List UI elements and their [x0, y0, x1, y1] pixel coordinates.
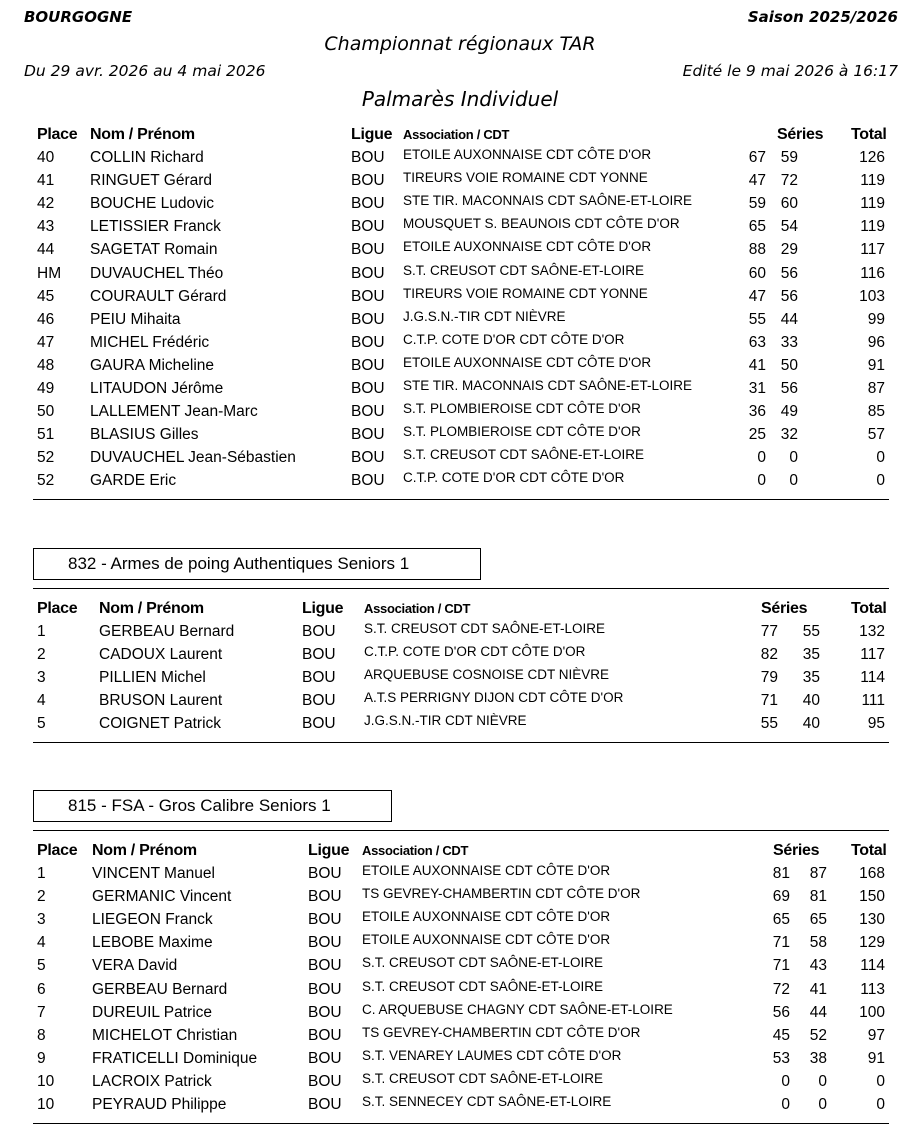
cell-series-1: 81 — [772, 865, 790, 882]
col-association-header: Association / CDT — [403, 127, 510, 142]
col-total-header: Total — [851, 842, 887, 859]
cell-name: COLLIN Richard — [90, 149, 204, 166]
cell-series-2: 87 — [809, 865, 827, 882]
col-name-header: Nom / Prénom — [90, 126, 195, 143]
cell-series-2: 49 — [780, 403, 798, 421]
edited-timestamp: Edité le 9 mai 2026 à 16:17 — [682, 62, 898, 80]
cell-association: MOUSQUET S. BEAUNOIS CDT CÔTE D'OR — [403, 216, 680, 232]
cell-series-2: 0 — [818, 1072, 827, 1090]
cell-association: ETOILE AUXONNAISE CDT CÔTE D'OR — [403, 239, 652, 255]
cell-total: 150 — [859, 888, 885, 906]
cell-association: ETOILE AUXONNAISE CDT CÔTE D'OR — [403, 354, 652, 370]
cell-place: 47 — [37, 333, 55, 351]
cell-name: BLASIUS Gilles — [90, 426, 199, 444]
cell-place: 3 — [37, 911, 46, 929]
cell-series-2: 32 — [780, 426, 798, 444]
cell-name: GERBEAU Bernard — [92, 980, 228, 998]
cell-series-1: 36 — [748, 403, 766, 421]
cell-association: A.T.S PERRIGNY DIJON CDT CÔTE D'OR — [364, 690, 624, 706]
cell-name: COURAULT Gérard — [90, 287, 227, 305]
cell-league: BOU — [302, 646, 336, 664]
cell-league: BOU — [351, 241, 385, 259]
cell-league: BOU — [351, 172, 385, 190]
cell-total: 87 — [867, 380, 885, 397]
col-series-header: Séries — [773, 842, 820, 859]
cell-name: GERBEAU Bernard — [99, 623, 235, 640]
cell-place: 45 — [37, 287, 55, 305]
cell-series-1: 47 — [748, 287, 766, 305]
cell-total: 117 — [860, 646, 885, 664]
cell-league: BOU — [308, 888, 342, 906]
cell-place: 40 — [37, 149, 55, 166]
cell-series-1: 47 — [748, 172, 766, 190]
cell-league: BOU — [308, 1049, 342, 1067]
cell-total: 126 — [859, 149, 885, 166]
cell-place: 1 — [37, 865, 46, 882]
cell-name: LETISSIER Franck — [90, 218, 221, 236]
cell-place: 50 — [37, 403, 55, 421]
cell-total: 130 — [859, 911, 885, 929]
cell-series-1: 41 — [748, 356, 766, 374]
cell-total: 116 — [860, 264, 885, 282]
cell-total: 114 — [860, 957, 885, 975]
cell-series-2: 0 — [789, 449, 798, 467]
col-place-header: Place — [37, 126, 78, 143]
cell-name: MICHEL Frédéric — [90, 333, 210, 351]
cell-total: 168 — [859, 865, 885, 882]
col-place-header: Place — [37, 842, 78, 859]
cell-league: BOU — [308, 934, 342, 952]
cell-series-2: 55 — [802, 623, 820, 640]
cell-league: BOU — [351, 333, 385, 351]
cell-series-1: 79 — [760, 669, 778, 687]
cell-total: 119 — [860, 195, 885, 213]
cell-series-2: 29 — [780, 241, 798, 259]
col-association-header: Association / CDT — [362, 843, 469, 858]
cell-league: BOU — [351, 380, 385, 397]
cell-series-1: 69 — [772, 888, 790, 906]
cell-place: 8 — [37, 1026, 46, 1044]
col-name-header: Nom / Prénom — [92, 842, 197, 859]
col-league-header: Ligue — [302, 600, 344, 617]
cell-name: LACROIX Patrick — [92, 1072, 212, 1090]
cell-series-1: 45 — [772, 1026, 790, 1044]
date-range: Du 29 avr. 2026 au 4 mai 2026 — [24, 62, 266, 80]
cell-series-2: 0 — [818, 1096, 827, 1113]
cell-series-2: 44 — [809, 1003, 827, 1021]
cell-association: S.T. CREUSOT CDT SAÔNE-ET-LOIRE — [403, 262, 645, 278]
col-total-header: Total — [851, 600, 887, 617]
cell-series-1: 67 — [748, 149, 766, 166]
cell-association: C.T.P. COTE D'OR CDT CÔTE D'OR — [403, 331, 625, 347]
cell-name: BOUCHE Ludovic — [90, 195, 215, 213]
cell-place: 3 — [37, 669, 46, 687]
cell-series-2: 33 — [780, 333, 798, 351]
cell-series-1: 0 — [757, 449, 766, 467]
cell-total: 91 — [867, 356, 885, 374]
cell-association: S.T. PLOMBIEROISE CDT CÔTE D'OR — [403, 424, 641, 440]
cell-association: S.T. CREUSOT CDT SAÔNE-ET-LOIRE — [362, 955, 604, 971]
cell-series-2: 56 — [780, 264, 798, 282]
cell-place: 41 — [37, 172, 55, 190]
region-label: BOURGOGNE — [24, 8, 133, 26]
cell-series-1: 31 — [748, 380, 766, 397]
cell-association: J.G.S.N.-TIR CDT NIÈVRE — [403, 308, 566, 324]
cell-league: BOU — [302, 669, 336, 687]
cell-name: CADOUX Laurent — [99, 646, 223, 664]
cell-total: 91 — [867, 1049, 885, 1067]
section-title: 815 - FSA - Gros Calibre Seniors 1 — [68, 796, 331, 815]
cell-series-2: 43 — [809, 957, 827, 975]
cell-place: 44 — [37, 241, 55, 259]
cell-league: BOU — [351, 287, 385, 305]
section-divider-top — [33, 830, 889, 831]
cell-total: 111 — [861, 692, 885, 710]
cell-name: PILLIEN Michel — [99, 669, 206, 687]
cell-total: 129 — [859, 934, 885, 952]
cell-association: S.T. VENAREY LAUMES CDT CÔTE D'OR — [362, 1047, 622, 1063]
cell-total: 132 — [859, 623, 885, 640]
cell-series-2: 35 — [802, 669, 820, 687]
section-divider — [33, 1123, 889, 1124]
cell-name: RINGUET Gérard — [90, 172, 213, 190]
cell-series-2: 44 — [780, 310, 798, 328]
section-title-box — [33, 548, 481, 580]
cell-series-1: 71 — [772, 957, 790, 975]
cell-total: 85 — [867, 403, 885, 421]
cell-name: PEIU Mihaita — [90, 310, 181, 328]
cell-place: 2 — [37, 646, 46, 664]
cell-place: 9 — [37, 1049, 46, 1067]
cell-place: 4 — [37, 692, 46, 710]
cell-association: J.G.S.N.-TIR CDT NIÈVRE — [364, 713, 527, 729]
cell-name: GAURA Micheline — [90, 356, 215, 374]
cell-place: 48 — [37, 356, 55, 374]
cell-total: 57 — [867, 426, 885, 444]
col-association-header: Association / CDT — [364, 601, 471, 616]
cell-total: 95 — [867, 715, 885, 733]
cell-total: 99 — [867, 310, 885, 328]
cell-association: S.T. CREUSOT CDT SAÔNE-ET-LOIRE — [362, 1070, 604, 1086]
cell-name: LALLEMENT Jean-Marc — [90, 403, 258, 421]
cell-total: 114 — [860, 669, 885, 687]
cell-association: S.T. CREUSOT CDT SAÔNE-ET-LOIRE — [362, 978, 604, 994]
cell-place: 5 — [37, 957, 46, 975]
page-subtitle: Palmarès Individuel — [361, 87, 559, 111]
cell-association: ETOILE AUXONNAISE CDT CÔTE D'OR — [362, 863, 611, 878]
cell-league: BOU — [351, 149, 385, 166]
cell-league: BOU — [351, 426, 385, 444]
cell-series-2: 58 — [809, 934, 827, 952]
col-league-header: Ligue — [351, 126, 393, 143]
season-label: Saison 2025/2026 — [747, 8, 898, 26]
cell-name: LIEGEON Franck — [92, 911, 213, 929]
cell-place: 5 — [37, 715, 46, 733]
cell-series-2: 54 — [780, 218, 798, 236]
cell-place: 6 — [37, 980, 46, 998]
cell-series-1: 71 — [760, 692, 778, 710]
cell-place: 43 — [37, 218, 55, 236]
cell-series-1: 25 — [748, 426, 766, 444]
cell-series-2: 50 — [780, 356, 798, 374]
col-league-header: Ligue — [308, 842, 350, 859]
cell-total: 119 — [860, 172, 885, 190]
cell-series-2: 41 — [809, 980, 827, 998]
cell-series-2: 60 — [780, 195, 798, 213]
cell-series-1: 0 — [757, 472, 766, 490]
cell-league: BOU — [351, 449, 385, 467]
cell-association: ETOILE AUXONNAISE CDT CÔTE D'OR — [362, 932, 611, 948]
cell-series-1: 55 — [748, 310, 766, 328]
cell-name: MICHELOT Christian — [92, 1026, 238, 1044]
cell-association: TIREURS VOIE ROMAINE CDT YONNE — [403, 285, 648, 301]
cell-association: C.T.P. COTE D'OR CDT CÔTE D'OR — [364, 644, 586, 660]
section-title-box — [33, 790, 392, 822]
cell-name: LITAUDON Jérôme — [90, 380, 224, 397]
cell-association: STE TIR. MACONNAIS CDT SAÔNE-ET-LOIRE — [403, 378, 693, 393]
cell-series-2: 35 — [802, 646, 820, 664]
cell-league: BOU — [351, 356, 385, 374]
cell-association: S.T. PLOMBIEROISE CDT CÔTE D'OR — [403, 401, 641, 417]
cell-name: DUVAUCHEL Théo — [90, 264, 224, 282]
cell-name: PEYRAUD Philippe — [92, 1096, 227, 1113]
cell-league: BOU — [308, 980, 342, 998]
cell-series-1: 53 — [772, 1049, 790, 1067]
cell-total: 103 — [859, 287, 885, 305]
cell-league: BOU — [351, 264, 385, 282]
cell-total: 0 — [876, 449, 885, 467]
cell-league: BOU — [351, 310, 385, 328]
cell-association: S.T. CREUSOT CDT SAÔNE-ET-LOIRE — [403, 447, 645, 463]
cell-place: 46 — [37, 310, 55, 328]
cell-league: BOU — [302, 715, 336, 733]
cell-series-1: 72 — [772, 980, 790, 998]
cell-total: 117 — [860, 241, 885, 259]
cell-place: 10 — [37, 1096, 55, 1113]
cell-series-2: 59 — [780, 149, 798, 166]
cell-association: ETOILE AUXONNAISE CDT CÔTE D'OR — [403, 147, 652, 162]
cell-association: C.T.P. COTE D'OR CDT CÔTE D'OR — [403, 470, 625, 486]
cell-association: TS GEVREY-CHAMBERTIN CDT CÔTE D'OR — [362, 1024, 641, 1040]
cell-total: 96 — [867, 333, 885, 351]
cell-total: 0 — [876, 1096, 885, 1113]
cell-place: 10 — [37, 1072, 55, 1090]
cell-name: VERA David — [92, 957, 178, 975]
cell-series-1: 82 — [760, 646, 778, 664]
cell-series-1: 77 — [760, 623, 778, 640]
cell-series-1: 65 — [772, 911, 790, 929]
cell-name: FRATICELLI Dominique — [92, 1049, 258, 1067]
cell-league: BOU — [351, 472, 385, 490]
cell-name: DUREUIL Patrice — [92, 1003, 213, 1021]
cell-name: COIGNET Patrick — [99, 715, 222, 733]
cell-name: SAGETAT Romain — [90, 241, 218, 259]
cell-place: HM — [37, 264, 62, 282]
cell-name: LEBOBE Maxime — [92, 934, 213, 952]
cell-series-2: 38 — [809, 1049, 827, 1067]
cell-league: BOU — [308, 911, 342, 929]
cell-place: 52 — [37, 472, 55, 490]
cell-league: BOU — [351, 195, 385, 213]
cell-association: STE TIR. MACONNAIS CDT SAÔNE-ET-LOIRE — [403, 193, 693, 209]
cell-total: 0 — [876, 1072, 885, 1090]
cell-series-1: 71 — [772, 934, 790, 952]
cell-series-1: 59 — [748, 195, 766, 213]
cell-place: 4 — [37, 934, 46, 952]
cell-name: GARDE Eric — [90, 472, 177, 490]
cell-place: 1 — [37, 623, 46, 640]
cell-series-2: 0 — [789, 472, 798, 490]
cell-total: 100 — [859, 1003, 885, 1021]
cell-total: 97 — [867, 1026, 885, 1044]
cell-series-2: 52 — [809, 1026, 827, 1044]
championship-title: Championnat régionaux TAR — [324, 33, 596, 55]
cell-name: GERMANIC Vincent — [92, 888, 232, 906]
cell-association: S.T. SENNECEY CDT SAÔNE-ET-LOIRE — [362, 1094, 612, 1109]
cell-series-2: 56 — [780, 287, 798, 305]
cell-name: VINCENT Manuel — [92, 865, 215, 882]
cell-place: 51 — [37, 426, 55, 444]
cell-series-1: 55 — [760, 715, 778, 733]
col-total-header: Total — [851, 126, 887, 143]
col-series-header: Séries — [777, 126, 824, 143]
cell-place: 42 — [37, 195, 55, 213]
cell-association: ARQUEBUSE COSNOISE CDT NIÈVRE — [364, 667, 610, 683]
cell-total: 113 — [860, 980, 885, 998]
cell-league: BOU — [308, 1026, 342, 1044]
section-divider-top — [33, 588, 889, 589]
cell-series-2: 81 — [809, 888, 827, 906]
cell-league: BOU — [308, 957, 342, 975]
cell-league: BOU — [351, 218, 385, 236]
section-divider — [33, 499, 889, 500]
cell-league: BOU — [308, 1072, 342, 1090]
cell-league: BOU — [351, 403, 385, 421]
cell-association: TIREURS VOIE ROMAINE CDT YONNE — [403, 170, 648, 186]
cell-league: BOU — [308, 1096, 342, 1113]
cell-series-1: 60 — [748, 264, 766, 282]
cell-association: TS GEVREY-CHAMBERTIN CDT CÔTE D'OR — [362, 886, 641, 902]
cell-series-1: 0 — [781, 1072, 790, 1090]
cell-association: C. ARQUEBUSE CHAGNY CDT SAÔNE-ET-LOIRE — [362, 1001, 673, 1017]
cell-place: 52 — [37, 449, 55, 467]
cell-total: 119 — [860, 218, 885, 236]
cell-series-2: 65 — [809, 911, 827, 929]
cell-league: BOU — [302, 623, 336, 640]
cell-place: 7 — [37, 1003, 46, 1021]
cell-series-1: 65 — [748, 218, 766, 236]
cell-series-2: 72 — [780, 172, 798, 190]
cell-league: BOU — [302, 692, 336, 710]
cell-series-2: 40 — [802, 692, 820, 710]
cell-league: BOU — [308, 1003, 342, 1021]
col-name-header: Nom / Prénom — [99, 600, 204, 617]
cell-series-2: 56 — [780, 380, 798, 397]
col-place-header: Place — [37, 600, 78, 617]
cell-place: 2 — [37, 888, 46, 906]
cell-association: ETOILE AUXONNAISE CDT CÔTE D'OR — [362, 909, 611, 925]
cell-total: 0 — [876, 472, 885, 490]
cell-series-1: 63 — [748, 333, 766, 351]
cell-association: S.T. CREUSOT CDT SAÔNE-ET-LOIRE — [364, 621, 606, 636]
cell-place: 49 — [37, 380, 55, 397]
cell-name: BRUSON Laurent — [99, 692, 223, 710]
cell-name: DUVAUCHEL Jean-Sébastien — [90, 449, 296, 467]
section-divider — [33, 742, 889, 743]
cell-series-1: 88 — [748, 241, 766, 259]
cell-series-1: 56 — [772, 1003, 790, 1021]
section-title: 832 - Armes de poing Authentiques Seniors 1 — [68, 554, 410, 573]
cell-league: BOU — [308, 865, 342, 882]
cell-series-1: 0 — [781, 1096, 790, 1113]
cell-series-2: 40 — [802, 715, 820, 733]
col-series-header: Séries — [761, 600, 808, 617]
